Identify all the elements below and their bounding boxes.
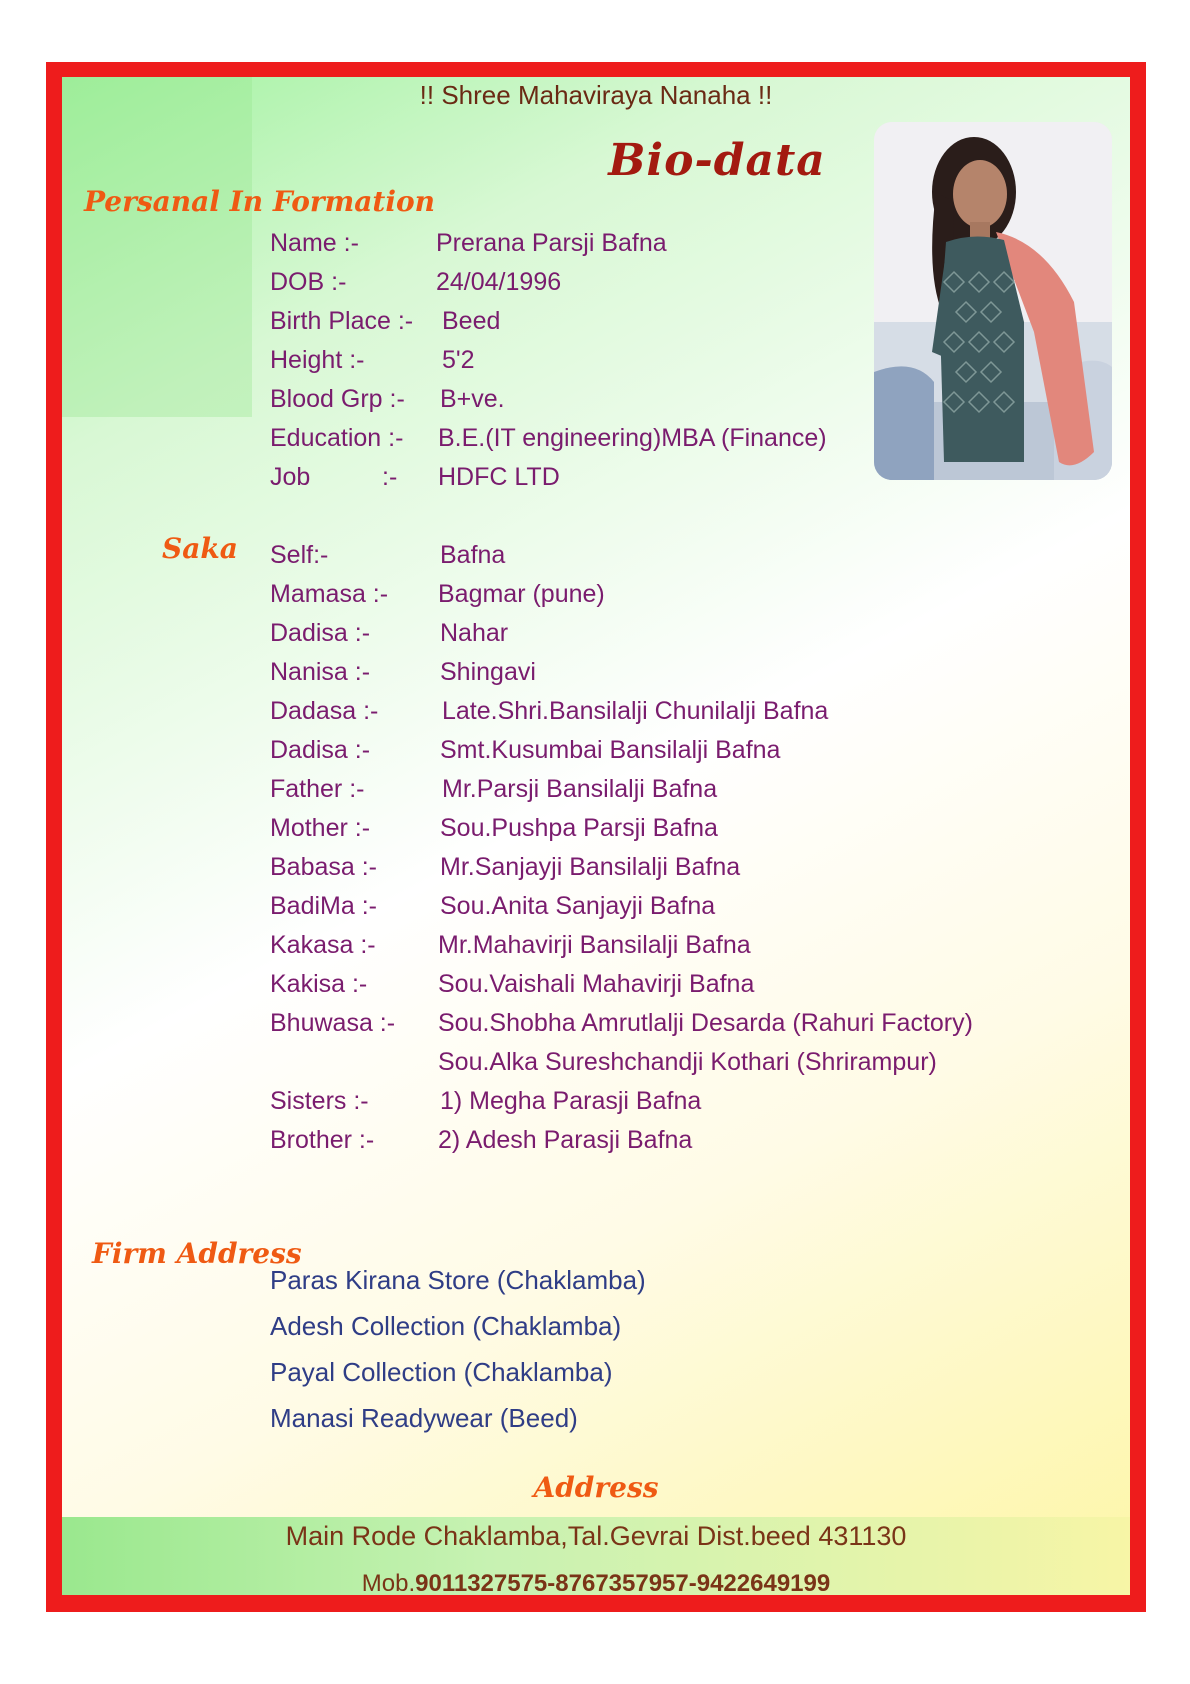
bhuwasa-value: Sou.Shobha Amrutlalji Desarda (Rahuri Factory) <box>438 1009 973 1037</box>
brother-label: Brother :- <box>270 1126 375 1154</box>
kakasa-value: Mr.Mahavirji Bansilalji Bafna <box>438 931 751 959</box>
brother-value: 2) Adesh Parasji Bafna <box>438 1126 693 1154</box>
education-label: Education :- <box>270 424 404 452</box>
blessing-line: !! Shree Mahaviraya Nanaha !! <box>419 80 773 110</box>
badima-label: BadiMa :- <box>270 892 377 920</box>
babasa-label: Babasa :- <box>270 853 378 881</box>
dadisa-2-value: Smt.Kusumbai Bansilalji Bafna <box>440 736 781 764</box>
mamasa-label: Mamasa :- <box>270 580 389 608</box>
dadasa-label: Dadasa :- <box>270 697 379 725</box>
father-label: Father :- <box>270 775 365 803</box>
firm-item: Paras Kirana Store (Chaklamba) <box>270 1265 646 1295</box>
sisters-value: 1) Megha Parasji Bafna <box>440 1087 702 1115</box>
mamasa-value: Bagmar (pune) <box>438 580 605 608</box>
mobile-prefix: Mob. <box>361 1570 416 1595</box>
education-value: B.E.(IT engineering)MBA (Finance) <box>438 424 827 452</box>
firm-item: Adesh Collection (Chaklamba) <box>270 1311 622 1341</box>
page-title: Bio-data <box>608 135 826 186</box>
decorative-green-block <box>62 77 252 417</box>
dadisa-label: Dadisa :- <box>270 619 371 647</box>
saka-heading: Saka <box>162 532 238 565</box>
bhuwasa-label: Bhuwasa :- <box>270 1009 396 1037</box>
biodata-sheet <box>62 77 1130 1595</box>
job-value: HDFC LTD <box>438 463 560 491</box>
job-separator: :- <box>382 463 398 491</box>
birth-place-label: Birth Place :- <box>270 307 414 335</box>
dadasa-value: Late.Shri.Bansilalji Chunilalji Bafna <box>442 697 829 725</box>
mother-value: Sou.Pushpa Parsji Bafna <box>440 814 718 842</box>
mother-label: Mother :- <box>270 814 371 842</box>
height-label: Height :- <box>270 346 365 374</box>
self-value: Bafna <box>440 541 506 569</box>
biodata-card <box>46 62 1146 1612</box>
dadisa-value: Nahar <box>440 619 509 647</box>
self-label: Self:- <box>270 541 329 569</box>
profile-photo <box>874 122 1112 480</box>
birth-place-value: Beed <box>442 307 501 335</box>
address-heading: Address <box>533 1471 659 1504</box>
name-label: Name :- <box>270 229 359 257</box>
blood-group-value: B+ve. <box>440 385 505 413</box>
kakisa-value: Sou.Vaishali Mahavirji Bafna <box>438 970 755 998</box>
firm-item: Manasi Readywear (Beed) <box>270 1403 578 1433</box>
babasa-value: Mr.Sanjayji Bansilalji Bafna <box>440 853 741 881</box>
dadisa-2-label: Dadisa :- <box>270 736 371 764</box>
name-value: Prerana Parsji Bafna <box>436 229 667 257</box>
bhuwasa-value-2: Sou.Alka Sureshchandji Kothari (Shrirampur) <box>438 1048 937 1076</box>
address-line: Main Rode Chaklamba,Tal.Gevrai Dist.beed 431130 <box>285 1521 907 1551</box>
dob-label: DOB :- <box>270 268 347 296</box>
sisters-label: Sisters :- <box>270 1087 369 1115</box>
nanisa-label: Nanisa :- <box>270 658 371 686</box>
father-value: Mr.Parsji Bansilalji Bafna <box>442 775 718 803</box>
firm-address-heading: Firm Address <box>92 1237 302 1270</box>
job-label: Job <box>270 463 311 491</box>
firm-item: Payal Collection (Chaklamba) <box>270 1357 613 1387</box>
personal-info-heading: Persanal In Formation <box>84 185 436 218</box>
height-value: 5'2 <box>442 346 475 374</box>
mobile-line <box>62 1570 1130 1595</box>
blood-group-label: Blood Grp :- <box>270 385 405 413</box>
badima-value: Sou.Anita Sanjayji Bafna <box>440 892 716 920</box>
dob-value: 24/04/1996 <box>436 268 562 296</box>
kakisa-label: Kakisa :- <box>270 970 368 998</box>
mobile-numbers: 9011327575-8767357957-9422649199 <box>415 1570 831 1595</box>
kakasa-label: Kakasa :- <box>270 931 376 959</box>
nanisa-value: Shingavi <box>440 658 536 686</box>
